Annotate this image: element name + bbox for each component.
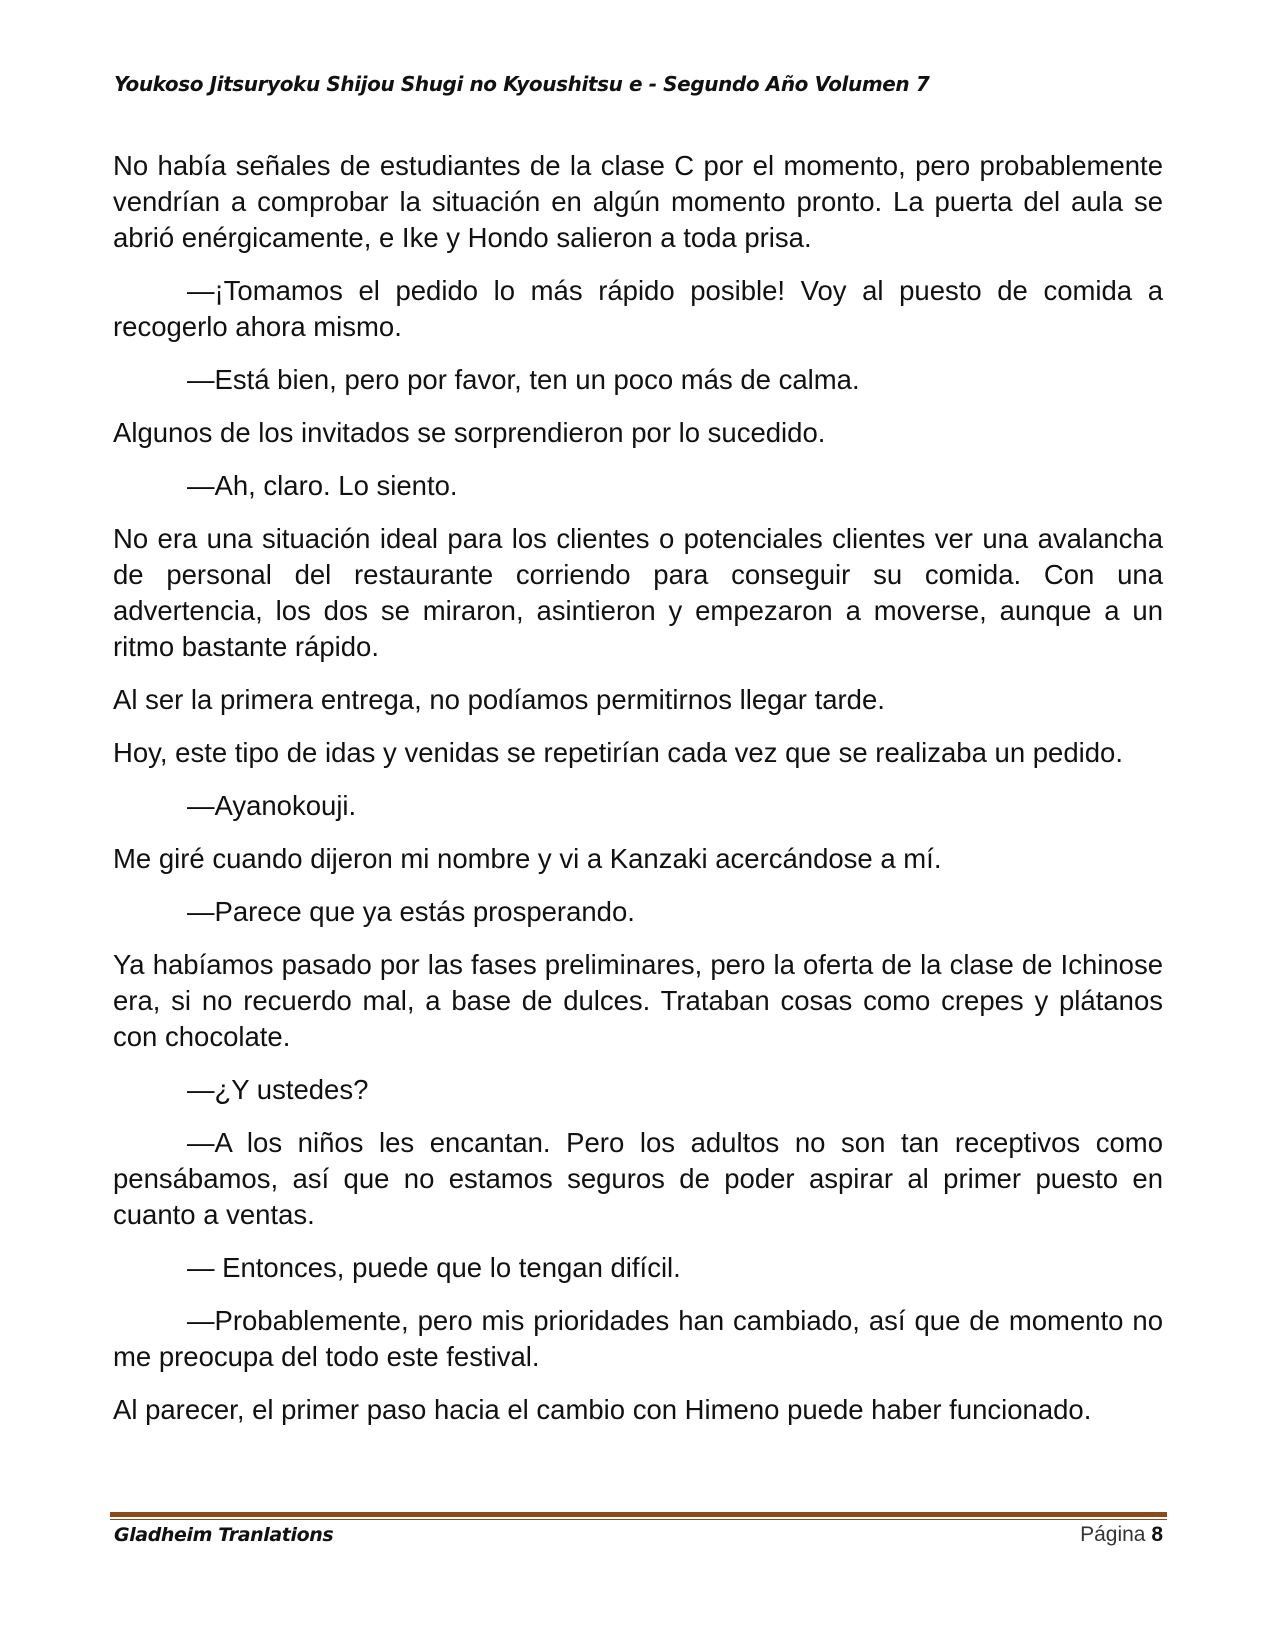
dialog-line: —¿Y ustedes? [187, 1074, 369, 1105]
running-header: Youkoso Jitsuryoku Shijou Shugi no Kyoushitsu e - Segundo Año Volumen 7 [114, 72, 930, 96]
paragraph: No era una situación ideal para los clientes o potenciales clientes ver una avalancha de personal del restaurante corriendo para conseguir su comida. Con una advertencia, los dos se miraron, asintieron y empezaron a moverse, aunque a un ritmo bastante rápido. [113, 523, 1163, 662]
dialog-line: —Ayanokouji. [187, 790, 357, 821]
page-number-block [1080, 1523, 1163, 1547]
dialog-line: —Está bien, pero por favor, ten un poco más de calma. [187, 364, 860, 395]
dialog-line: —A los niños les encantan. Pero los adultos no son tan receptivos como pensábamos, así que no estamos seguros de poder aspirar al primer puesto en cuanto a ventas. [113, 1127, 1163, 1230]
dialog-line: —Parece que ya estás prosperando. [187, 896, 635, 927]
dialog-line: —Probablemente, pero mis prioridades han cambiado, así que de momento no me preocupa del todo este festival. [113, 1305, 1163, 1372]
paragraph: Al ser la primera entrega, no podíamos permitirnos llegar tarde. [113, 684, 885, 715]
dialog-line: —¡Tomamos el pedido lo más rápido posible! Voy al puesto de comida a recogerlo ahora mismo. [113, 275, 1163, 342]
page-number: 8 [1151, 1523, 1163, 1546]
footer-credit: Gladheim Tranlations [114, 1524, 334, 1546]
page-label: Página [1080, 1523, 1146, 1546]
footer-rule-thin [110, 1519, 1167, 1520]
paragraph: Me giré cuando dijeron mi nombre y vi a Kanzaki acercándose a mí. [113, 843, 942, 874]
paragraph: Algunos de los invitados se sorprendieron por lo sucedido. [113, 417, 826, 448]
paragraph: Hoy, este tipo de idas y venidas se repetirían cada vez que se realizaba un pedido. [113, 737, 1123, 768]
dialog-line: —Ah, claro. Lo siento. [187, 470, 458, 501]
dialog-line: — Entonces, puede que lo tengan difícil. [187, 1252, 681, 1283]
paragraph: No había señales de estudiantes de la clase C por el momento, pero probablemente vendrían a comprobar la situación en algún momento pronto. La puerta del aula se abrió enérgicamente, e Ike y Hondo salieron a toda prisa. [113, 150, 1163, 253]
paragraph: Ya habíamos pasado por las fases preliminares, pero la oferta de la clase de Ichinose era, si no recuerdo mal, a base de dulces. Trataban cosas como crepes y plátanos con chocolate. [113, 949, 1163, 1052]
paragraph: Al parecer, el primer paso hacia el cambio con Himeno puede haber funcionado. [113, 1394, 1092, 1425]
body-text [113, 148, 1163, 1445]
footer-rule [110, 1512, 1167, 1517]
